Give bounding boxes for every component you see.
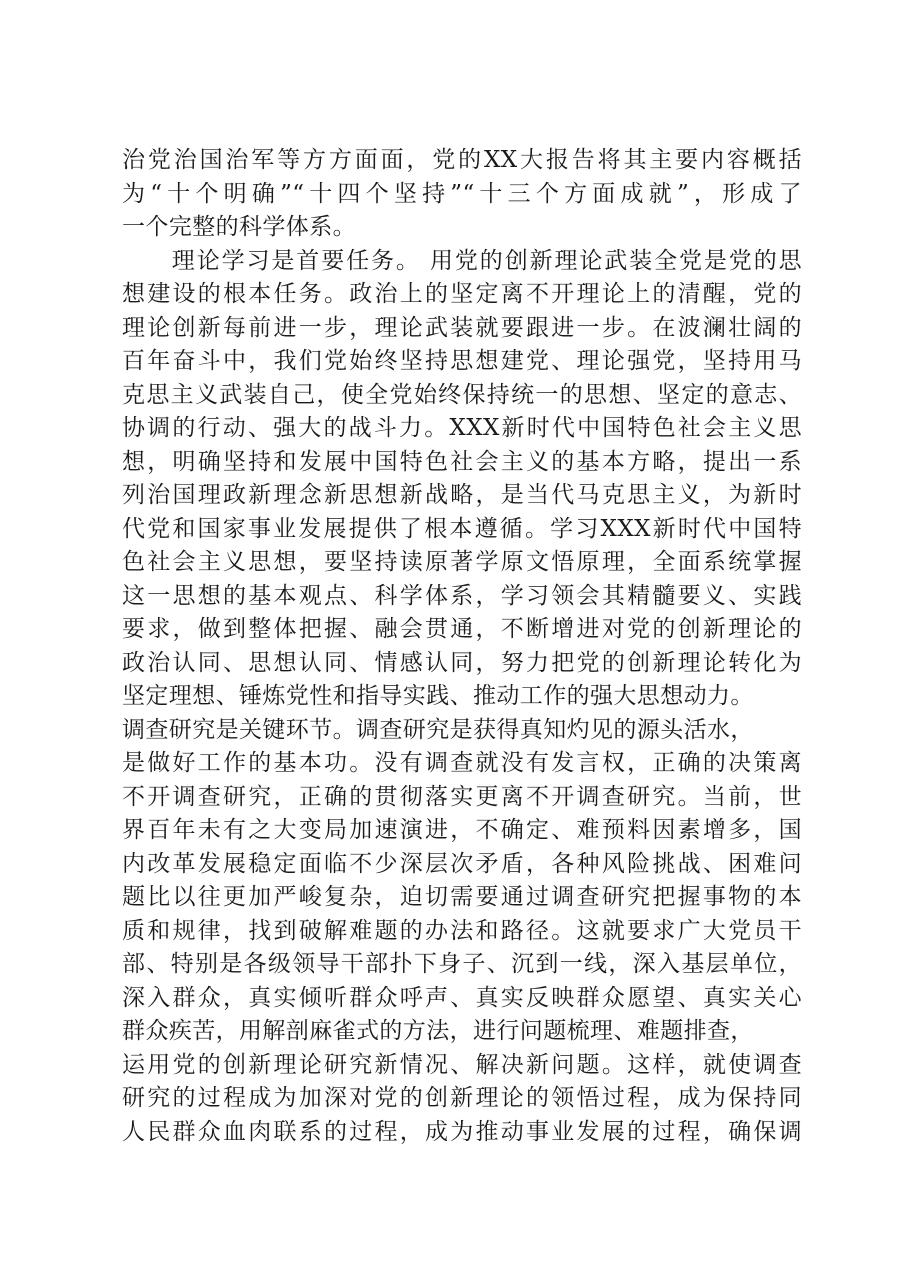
text-line: 调查研究是关键环节。调查研究是获得真知灼见的源头活水，	[122, 716, 754, 743]
document-body	[122, 144, 802, 1149]
text-line: 理论学习是首要任务。 用党的创新理论武装全党是党的思	[122, 247, 802, 274]
text-line: 研究的过程成为加深对党的创新理论的领悟过程，成为保持同	[122, 1085, 802, 1111]
text-line: 坚定理想、锤炼党性和指导实践、推动工作的强大思想动力。	[122, 683, 754, 709]
text-line: 人民群众血肉联系的过程，成为推动事业发展的过程，确保调	[122, 1118, 802, 1145]
text-line: 界百年未有之大变局加速演进，不确定、难预料因素增多，国	[122, 817, 802, 843]
text-line: 政治认同、思想认同、情感认同，努力把党的创新理论转化为	[122, 649, 802, 676]
text-line: 为“十个明确”“十四个坚持”“十三个方面成就”，形成了	[122, 180, 802, 207]
text-line: 一个完整的科学体系。	[122, 214, 356, 240]
text-line: 是做好工作的基本功。没有调查就没有发言权，正确的决策离	[122, 750, 802, 776]
text-line: 色社会主义思想，要坚持读原著学原文悟原理，全面系统掌握	[122, 549, 802, 575]
text-line: 百年奋斗中，我们党始终坚持思想建党、理论强党，坚持用马	[122, 348, 802, 374]
text-line: 内改革发展稳定面临不少深层次矛盾，各种风险挑战、困难问	[122, 850, 802, 877]
text-line: 想建设的根本任务。政治上的坚定离不开理论上的清醒，党的	[122, 281, 802, 307]
text-line: 想，明确坚持和发展中国特色社会主义的基本方略，提出一系	[122, 448, 802, 475]
text-line: 列治国理政新理念新思想新战略，是当代马克思主义，为新时	[122, 482, 802, 508]
text-line: 题比以往更加严峻复杂，迫切需要通过调查研究把握事物的本	[122, 884, 802, 910]
text-line: 代党和国家事业发展提供了根本遵循。学习XXX新时代中国特	[122, 515, 802, 542]
text-line: 不开调查研究，正确的贯彻落实更离不开调查研究。当前，世	[122, 783, 802, 810]
text-line: 运用党的创新理论研究新情况、解决新问题。这样，就使调查	[122, 1051, 802, 1078]
text-line: 部、特别是各级领导干部扑下身子、沉到一线，深入基层单位，	[122, 951, 802, 977]
text-line: 要求，做到整体把握、融会贯通，不断增进对党的创新理论的	[122, 616, 802, 642]
text-line: 这一思想的基本观点、科学体系，学习领会其精髓要义、实践	[122, 582, 802, 609]
text-line: 克思主义武装自己，使全党始终保持统一的思想、坚定的意志、	[122, 381, 802, 408]
text-line: 理论创新每前进一步，理论武装就要跟进一步。在波澜壮阔的	[122, 314, 802, 341]
text-line: 协调的行动、强大的战斗力。XXX新时代中国特色社会主义思	[122, 415, 802, 441]
text-line: 质和规律，找到破解难题的办法和路径。这就要求广大党员干	[122, 917, 802, 944]
text-line: 群众疾苦，用解剖麻雀式的方法，进行问题梳理、难题排查，	[122, 1018, 754, 1044]
text-line: 治党治国治军等方方面面，党的XX大报告将其主要内容概括	[122, 147, 802, 173]
text-line: 深入群众，真实倾听群众呼声、真实反映群众愿望、真实关心	[122, 984, 802, 1011]
